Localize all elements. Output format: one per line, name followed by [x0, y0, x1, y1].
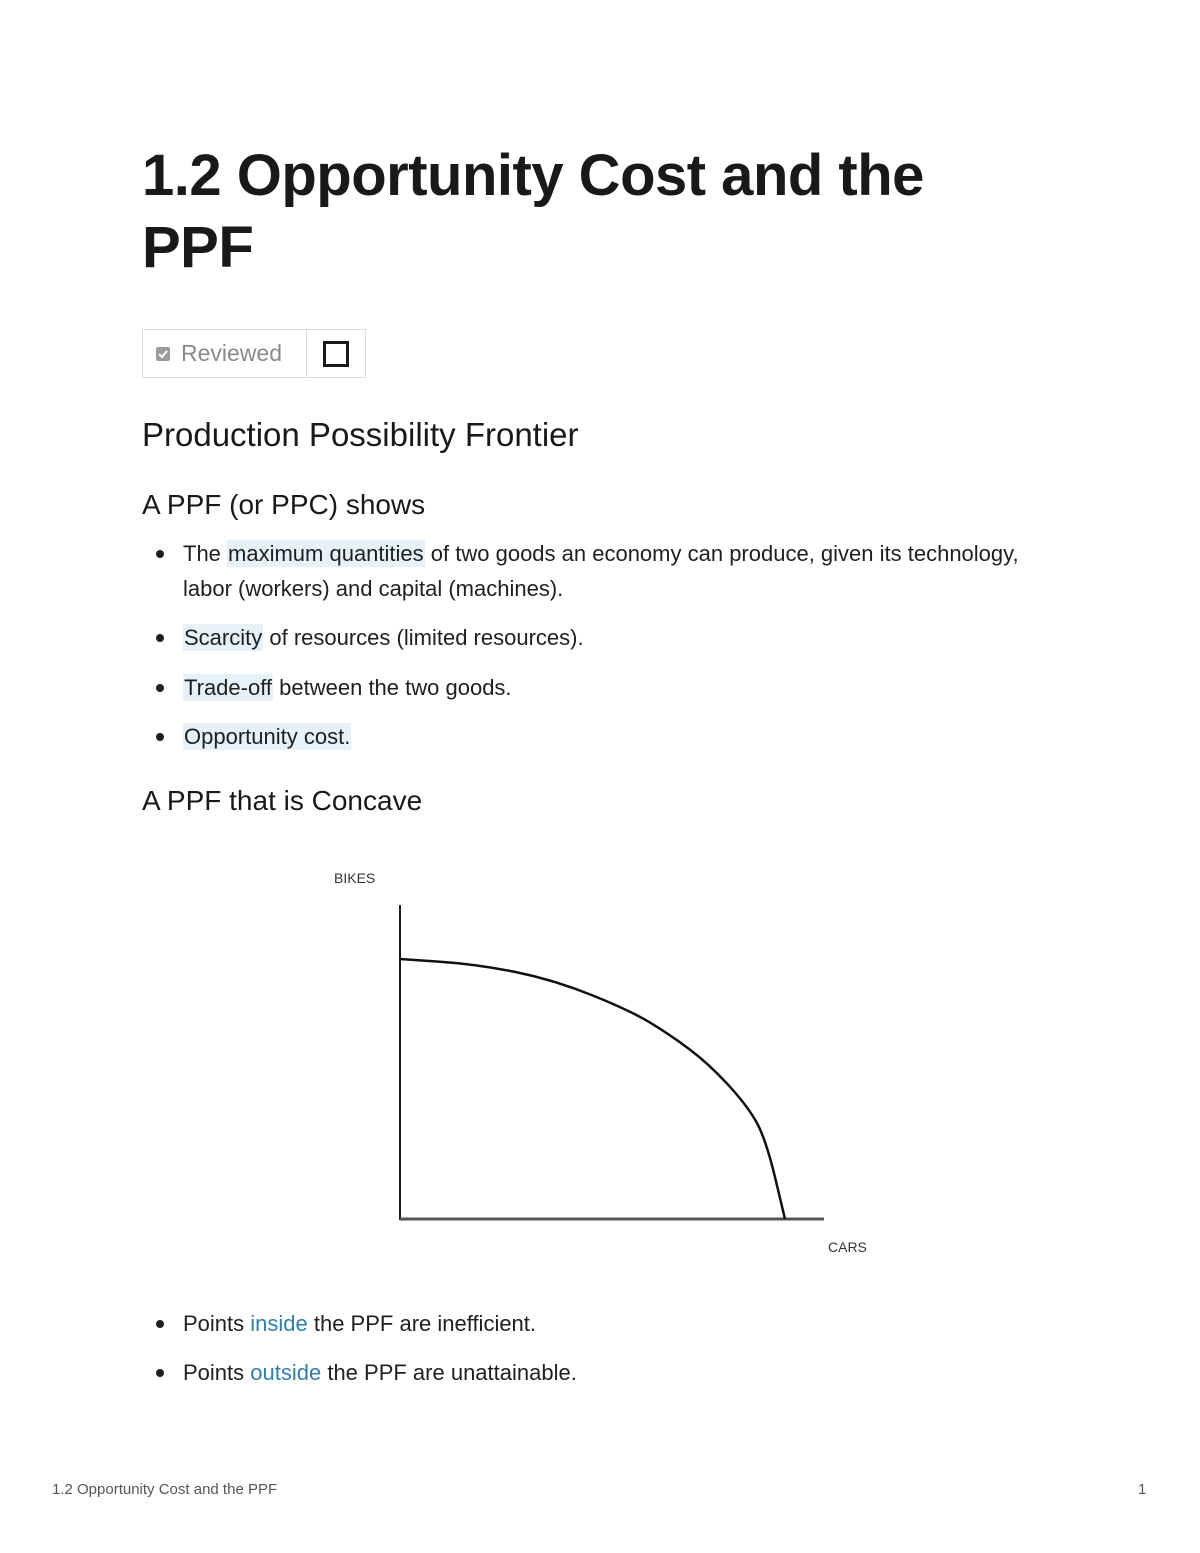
bullet-dot	[156, 550, 164, 558]
properties-table	[142, 329, 366, 378]
list-item	[142, 670, 1042, 705]
page-title: 1.2 Opportunity Cost and the PPF	[142, 143, 924, 280]
list-item-text-after: of resources (limited resources).	[263, 625, 584, 650]
list-item	[142, 536, 1042, 606]
subheading-concave-ppf: A PPF that is Concave	[142, 785, 423, 816]
ppf-chart	[320, 860, 900, 1270]
list-item	[142, 620, 1042, 655]
bullet-dot	[156, 1369, 164, 1377]
highlighted-term: Scarcity	[184, 625, 263, 650]
checkbox-property-icon	[155, 346, 171, 362]
list-item-text-after: between the two goods.	[273, 675, 512, 700]
ppf-curve	[400, 959, 785, 1219]
property-label: Reviewed	[181, 340, 282, 366]
highlighted-term: maximum quantities	[228, 541, 424, 566]
footer-title: 1.2 Opportunity Cost and the PPF	[52, 1481, 278, 1498]
list-item-text-after: the PPF are inefficient.	[307, 1311, 537, 1336]
bullet-dot	[156, 684, 164, 692]
y-axis-label: BIKES	[334, 870, 376, 886]
list-item	[142, 719, 1042, 754]
ppf-shows-list	[142, 536, 1042, 754]
list-item	[142, 1306, 1042, 1341]
subheading-ppf-shows: A PPF (or PPC) shows	[142, 489, 426, 520]
footer-page-number: 1	[1138, 1481, 1147, 1498]
inside-link[interactable]: inside	[250, 1311, 308, 1336]
list-item-text-before: Points	[183, 1311, 251, 1336]
highlighted-term: Opportunity cost.	[184, 724, 351, 749]
property-label-cell	[143, 330, 307, 377]
property-value-cell	[307, 330, 365, 377]
ppf-chart-svg	[320, 860, 900, 1270]
list-item-text-before: The	[183, 541, 228, 566]
highlighted-term: Trade-off	[184, 675, 273, 700]
x-axis-label: CARS	[828, 1239, 867, 1255]
list-item-text-after: of two goods an economy can produce, given its technology, labor (workers) and capital (machines).	[183, 541, 1019, 601]
points-list	[142, 1306, 1042, 1390]
list-item-text-after: the PPF are unattainable.	[321, 1360, 577, 1385]
list-item-text-before: Points	[183, 1360, 251, 1385]
section-heading: Production Possibility Frontier	[142, 416, 579, 453]
bullet-dot	[156, 733, 164, 741]
outside-link[interactable]: outside	[250, 1360, 322, 1385]
list-item	[142, 1355, 1042, 1390]
reviewed-checkbox[interactable]	[323, 341, 349, 367]
bullet-dot	[156, 1320, 164, 1328]
bullet-dot	[156, 634, 164, 642]
